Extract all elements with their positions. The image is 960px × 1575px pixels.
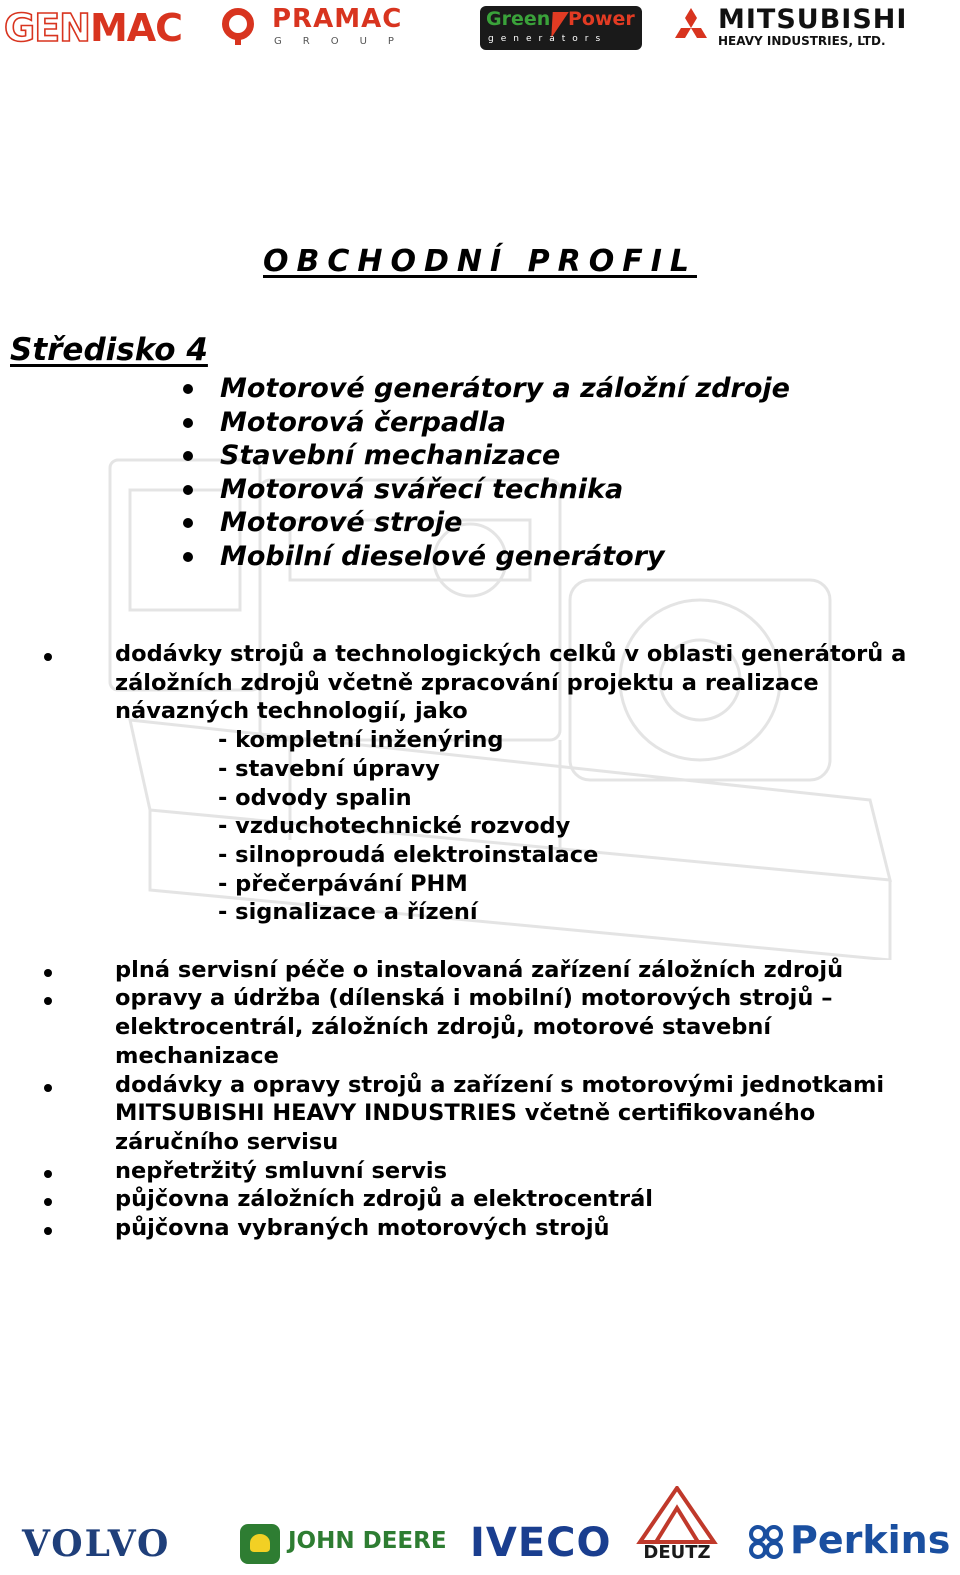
services-list-item	[183, 473, 790, 507]
details-subitem: - stavební úpravy	[218, 755, 440, 782]
pramac-logo-sub: GROUP	[274, 36, 415, 47]
bullet-icon	[44, 1227, 52, 1235]
services-list-item	[183, 372, 790, 406]
details-text-line: mechanizace	[115, 1042, 279, 1069]
greenpower-logo-word2: Power	[568, 8, 635, 30]
services-list-item	[183, 439, 790, 473]
pramac-logo-name: PRAMAC	[272, 4, 403, 34]
details-text-line: nepřetržitý smluvní servis	[115, 1157, 447, 1184]
details-intro-item	[0, 640, 960, 927]
mitsubishi-logo-name: MITSUBISHI	[718, 4, 908, 35]
details-text-line: elektrocentrál, záložních zdrojů, motorové stavební	[115, 1014, 772, 1041]
details-text-line: plná servisní péče o instalovaná zařízení záložních zdrojů	[115, 956, 844, 983]
services-list-item-text: Mobilní dieselové generátory	[220, 540, 665, 572]
bullet-icon	[183, 384, 193, 394]
services-list-item-text: Motorové generátory a záložní zdroje	[220, 373, 790, 404]
perkins-emblem-icon	[748, 1524, 784, 1560]
details-item	[0, 1185, 960, 1214]
services-list-item	[183, 406, 790, 440]
details-subitem: - kompletní inženýring	[218, 727, 504, 754]
spacer	[0, 927, 960, 956]
details-text-line: dodávky a opravy strojů a zařízení s motorovými jednotkami	[115, 1071, 885, 1098]
genmac-logo	[4, 6, 184, 50]
details-sublist	[115, 726, 960, 927]
details-subitem: - silnoproudá elektroinstalace	[218, 841, 599, 868]
details-item	[0, 956, 960, 985]
bullet-icon	[44, 1198, 52, 1206]
deutz-mountain-icon	[636, 1486, 718, 1544]
greenpower-logo-sub: generators	[488, 34, 608, 44]
iveco-logo: IVECO	[470, 1520, 612, 1566]
genmac-logo-part1: GEN	[4, 6, 90, 50]
bullet-icon	[44, 653, 52, 661]
mitsubishi-logo-sub: HEAVY INDUSTRIES, LTD.	[718, 34, 886, 48]
details-section	[0, 640, 960, 1243]
details-subitem: - přečerpávání PHM	[218, 870, 468, 897]
details-subitem: - vzduchotechnické rozvody	[218, 813, 571, 840]
deutz-logo	[636, 1486, 718, 1566]
three-diamonds-icon	[670, 8, 712, 48]
pramac-logo	[222, 6, 422, 50]
services-list-item	[183, 506, 790, 540]
details-subitem: - odvody spalin	[218, 784, 412, 811]
johndeere-logo-text: JOHN DEERE	[288, 1528, 447, 1554]
perkins-logo-text: Perkins	[790, 1518, 951, 1562]
details-item	[0, 1214, 960, 1243]
greenpower-logo-word1: Green	[486, 8, 551, 30]
details-text-line: půjčovna záložních zdrojů a elektrocentrál	[115, 1186, 654, 1213]
mitsubishi-logo	[670, 6, 942, 50]
bullet-icon	[44, 1084, 52, 1092]
bullet-icon	[183, 518, 193, 528]
details-subitem: - signalizace a řízení	[218, 899, 478, 926]
details-text-line: dodávky strojů a technologických celků v oblasti generátorů a	[115, 641, 907, 667]
details-text-line: záložních zdrojů včetně zpracování projektu a realizace	[115, 669, 819, 696]
details-item	[0, 1071, 960, 1157]
details-text-line: záručního servisu	[115, 1128, 339, 1155]
genmac-logo-part2: MAC	[89, 6, 183, 50]
details-item	[0, 984, 960, 1070]
services-list-item-text: Motorová svářecí technika	[220, 473, 624, 505]
bullet-icon	[183, 451, 193, 461]
bullet-icon	[44, 969, 52, 977]
services-list-item-text: Motorová čerpadla	[220, 406, 506, 438]
details-text-line: návazných technologií, jako	[115, 698, 468, 725]
deer-icon	[240, 1524, 280, 1564]
bullet-icon	[183, 418, 193, 428]
services-list-item-text: Motorové stroje	[220, 507, 463, 539]
pramac-ring-icon	[222, 8, 254, 40]
services-list	[183, 372, 790, 574]
johndeere-logo	[240, 1524, 447, 1564]
perkins-logo	[748, 1520, 956, 1566]
page-title: OBCHODNÍ PROFIL	[263, 244, 697, 279]
bullet-icon	[183, 552, 193, 562]
bullet-icon	[44, 1170, 52, 1178]
bullet-icon	[183, 485, 193, 495]
volvo-logo: VOLVO	[22, 1523, 171, 1565]
services-list-item	[183, 540, 790, 574]
details-item	[0, 1157, 960, 1186]
details-text-line: MITSUBISHI HEAVY INDUSTRIES včetně certifikovaného	[115, 1100, 816, 1127]
section-heading: Středisko 4	[10, 332, 208, 368]
bullet-icon	[44, 997, 52, 1005]
services-list-item-text: Stavební mechanizace	[220, 440, 561, 472]
greenpower-logo	[480, 6, 642, 50]
details-text-line: opravy a údržba (dílenská i mobilní) motorových strojů –	[115, 985, 833, 1012]
details-text-line: půjčovna vybraných motorových strojů	[115, 1215, 610, 1242]
deutz-logo-text: DEUTZ	[643, 1542, 711, 1563]
